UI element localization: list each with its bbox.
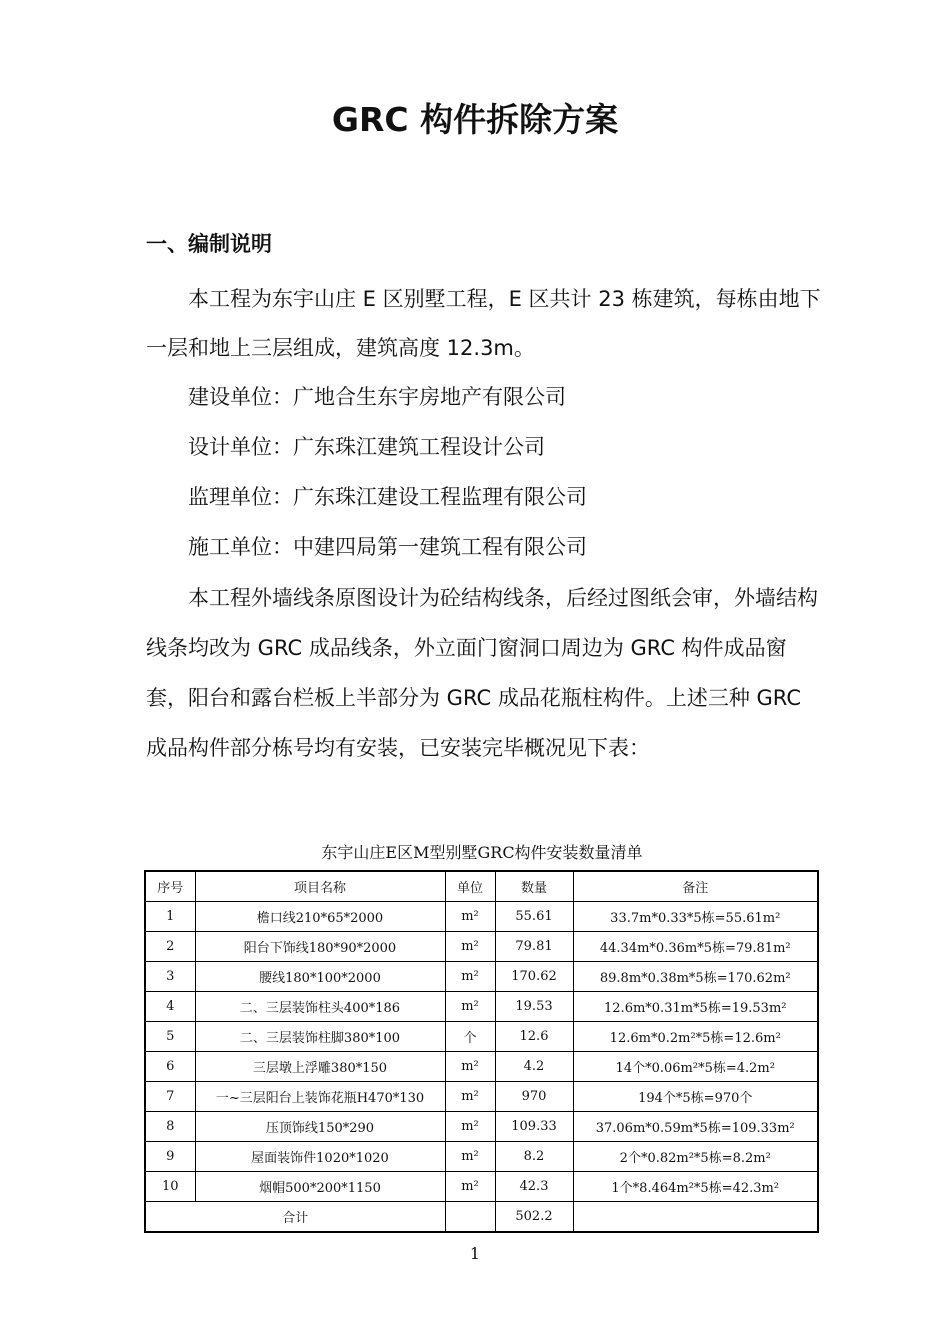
cell-note: 12.6m*0.31m*5栋=19.53m² (573, 992, 818, 1022)
cell-note: 44.34m*0.36m*5栋=79.81m² (573, 932, 818, 962)
design-unit-line: 设计单位：广东珠江建筑工程设计公司 (188, 435, 545, 459)
total-label: 合计 (145, 1202, 445, 1233)
cell-no: 4 (145, 992, 195, 1022)
cell-unit: m² (445, 902, 495, 932)
cell-qty: 42.3 (495, 1172, 573, 1202)
cell-qty: 19.53 (495, 992, 573, 1022)
cell-name: 烟帽500*200*1150 (195, 1172, 445, 1202)
table-body (145, 902, 818, 1202)
table-row (145, 1052, 818, 1082)
cell-no: 7 (145, 1082, 195, 1112)
table-row (145, 1022, 818, 1052)
table-row (145, 1082, 818, 1112)
cell-note: 2个*0.82m²*5栋=8.2m² (573, 1142, 818, 1172)
section-heading: 一、编制说明 (146, 232, 272, 256)
cell-note: 37.06m*0.59m*5栋=109.33m² (573, 1112, 818, 1142)
cell-unit: m² (445, 932, 495, 962)
table-row (145, 1142, 818, 1172)
description-paragraph: 本工程外墙线条原图设计为砼结构线条，后经过图纸会审，外墙结构线条均改为 GRC 成品线条，外立面门窗洞口周边为 GRC 构件成品窗套，阳台和露台栏板上半部分为 GRC 成品花瓶柱构件。上述三种 GRC 成品构件部分栋号均有安装，已安装完毕概况见下表： (146, 586, 818, 760)
cell-name: 二、三层装饰柱脚380*100 (195, 1022, 445, 1052)
cell-qty: 4.2 (495, 1052, 573, 1082)
header-unit: 单位 (445, 871, 495, 902)
supervision-unit-line: 监理单位：广东珠江建设工程监理有限公司 (188, 485, 587, 509)
table-row (145, 1172, 818, 1202)
cell-note: 89.8m*0.38m*5栋=170.62m² (573, 962, 818, 992)
contractor-unit-line: 施工单位：中建四局第一建筑工程有限公司 (188, 535, 587, 559)
cell-name: 阳台下饰线180*90*2000 (195, 932, 445, 962)
cell-name: 腰线180*100*2000 (195, 962, 445, 992)
cell-qty: 79.81 (495, 932, 573, 962)
cell-unit: m² (445, 992, 495, 1022)
table-row (145, 902, 818, 932)
total-qty: 502.2 (495, 1202, 573, 1233)
header-no: 序号 (145, 871, 195, 902)
grc-quantity-table (144, 870, 819, 1233)
cell-name: 屋面装饰件1020*1020 (195, 1142, 445, 1172)
cell-no: 8 (145, 1112, 195, 1142)
cell-no: 2 (145, 932, 195, 962)
cell-no: 10 (145, 1172, 195, 1202)
header-name: 项目名称 (195, 871, 445, 902)
cell-qty: 109.33 (495, 1112, 573, 1142)
cell-qty: 8.2 (495, 1142, 573, 1172)
page-number: 1 (469, 1244, 481, 1263)
cell-note: 12.6m*0.2m²*5栋=12.6m² (573, 1022, 818, 1052)
table-total-row (145, 1202, 818, 1233)
cell-name: 二、三层装饰柱头400*186 (195, 992, 445, 1022)
table-caption: 东宇山庄E区M型别墅GRC构件安装数量清单 (321, 843, 643, 862)
cell-no: 1 (145, 902, 195, 932)
cell-note: 194个*5栋=970个 (573, 1082, 818, 1112)
cell-name: 三层墩上浮雕380*150 (195, 1052, 445, 1082)
cell-qty: 970 (495, 1082, 573, 1112)
cell-name: 压顶饰线150*290 (195, 1112, 445, 1142)
cell-name: 檐口线210*65*2000 (195, 902, 445, 932)
cell-unit: m² (445, 962, 495, 992)
cell-unit: m² (445, 1172, 495, 1202)
table-row (145, 932, 818, 962)
cell-note: 33.7m*0.33*5栋=55.61m² (573, 902, 818, 932)
cell-no: 3 (145, 962, 195, 992)
cell-unit: 个 (445, 1022, 495, 1052)
table-row (145, 962, 818, 992)
cell-qty: 170.62 (495, 962, 573, 992)
cell-qty: 55.61 (495, 902, 573, 932)
cell-note: 1个*8.464m²*5栋=42.3m² (573, 1172, 818, 1202)
header-qty: 数量 (495, 871, 573, 902)
cell-qty: 12.6 (495, 1022, 573, 1052)
cell-unit: m² (445, 1082, 495, 1112)
header-note: 备注 (573, 871, 818, 902)
cell-unit: m² (445, 1112, 495, 1142)
total-unit-cell (445, 1202, 495, 1233)
cell-name: 一~三层阳台上装饰花瓶H470*130 (195, 1082, 445, 1112)
cell-no: 6 (145, 1052, 195, 1082)
table-row (145, 1112, 818, 1142)
table-header-row (145, 871, 818, 902)
document-title: GRC 构件拆除方案 (331, 100, 619, 139)
total-note-cell (573, 1202, 818, 1233)
cell-no: 9 (145, 1142, 195, 1172)
construction-unit-line: 建设单位：广地合生东宇房地产有限公司 (188, 385, 566, 409)
cell-unit: m² (445, 1142, 495, 1172)
intro-paragraph: 本工程为东宇山庄 E 区别墅工程，E 区共计 23 栋建筑，每栋由地下一层和地上三层组成，建筑高度 12.3m。 (146, 287, 821, 360)
cell-no: 5 (145, 1022, 195, 1052)
cell-note: 14个*0.06m²*5栋=4.2m² (573, 1052, 818, 1082)
cell-unit: m² (445, 1052, 495, 1082)
table-row (145, 992, 818, 1022)
